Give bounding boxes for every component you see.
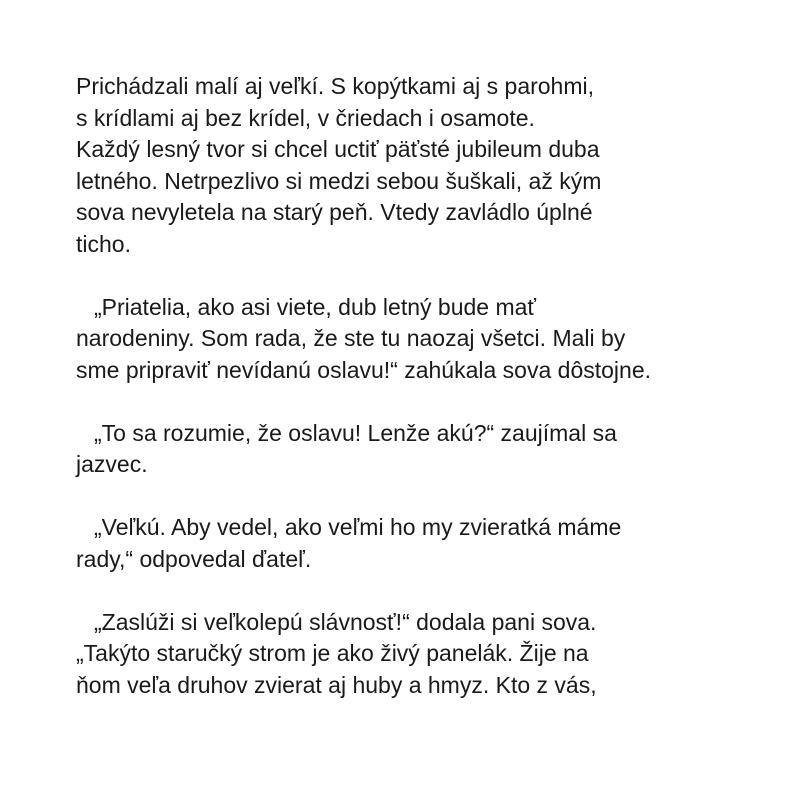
paragraph-spacer [76,260,756,292]
text-line: rady,“ odpovedal ďateľ. [76,545,312,572]
paragraph-4 [76,512,756,575]
text-line: jazvec. [76,451,148,477]
text-line: sme pripraviť nevídanú oslavu!“ zahúkala sova dôstojne. [76,356,651,383]
text-line: Prichádzali malí aj veľkí. S kopýtkami aj s parohmi, [76,73,595,99]
paragraph-spacer [76,575,756,607]
text-line: „Zaslúži si veľkolepú slávnosť!“ dodala pani sova. [94,608,597,635]
paragraph-2 [76,292,756,387]
text-line: „Takýto staručký strom je ako živý panelák. Žije na [76,640,589,666]
text-line: narodeniny. Som rada, že ste tu naozaj všetci. Mali by [76,325,626,351]
text-line: „Priatelia, ako asi viete, dub letný bude mať [94,293,537,320]
text-line: sova nevyletela na starý peň. Vtedy zavládlo úplné [76,199,593,225]
paragraph-5 [76,607,756,702]
text-line: s krídlami aj bez krídel, v čriedach i osamote. [76,104,535,131]
text-line: ticho. [76,230,131,257]
paragraph-spacer [76,386,756,418]
text-line: ňom veľa druhov zvierat aj huby a hmyz. Kto z vás, [76,671,597,698]
paragraph-spacer [76,481,756,513]
paragraph-3 [76,418,756,481]
text-line: „To sa rozumie, že oslavu! Lenže akú?“ zaujímal sa [94,419,617,446]
text-line: letného. Netrpezlivo si medzi sebou šuškali, až kým [76,167,602,194]
paragraph-1 [76,71,756,260]
text-line: „Veľkú. Aby vedel, ako veľmi ho my zvieratká máme [94,514,622,540]
text-line: Každý lesný tvor si chcel uctiť päťsté jubileum duba [76,136,600,162]
story-text [76,71,756,701]
